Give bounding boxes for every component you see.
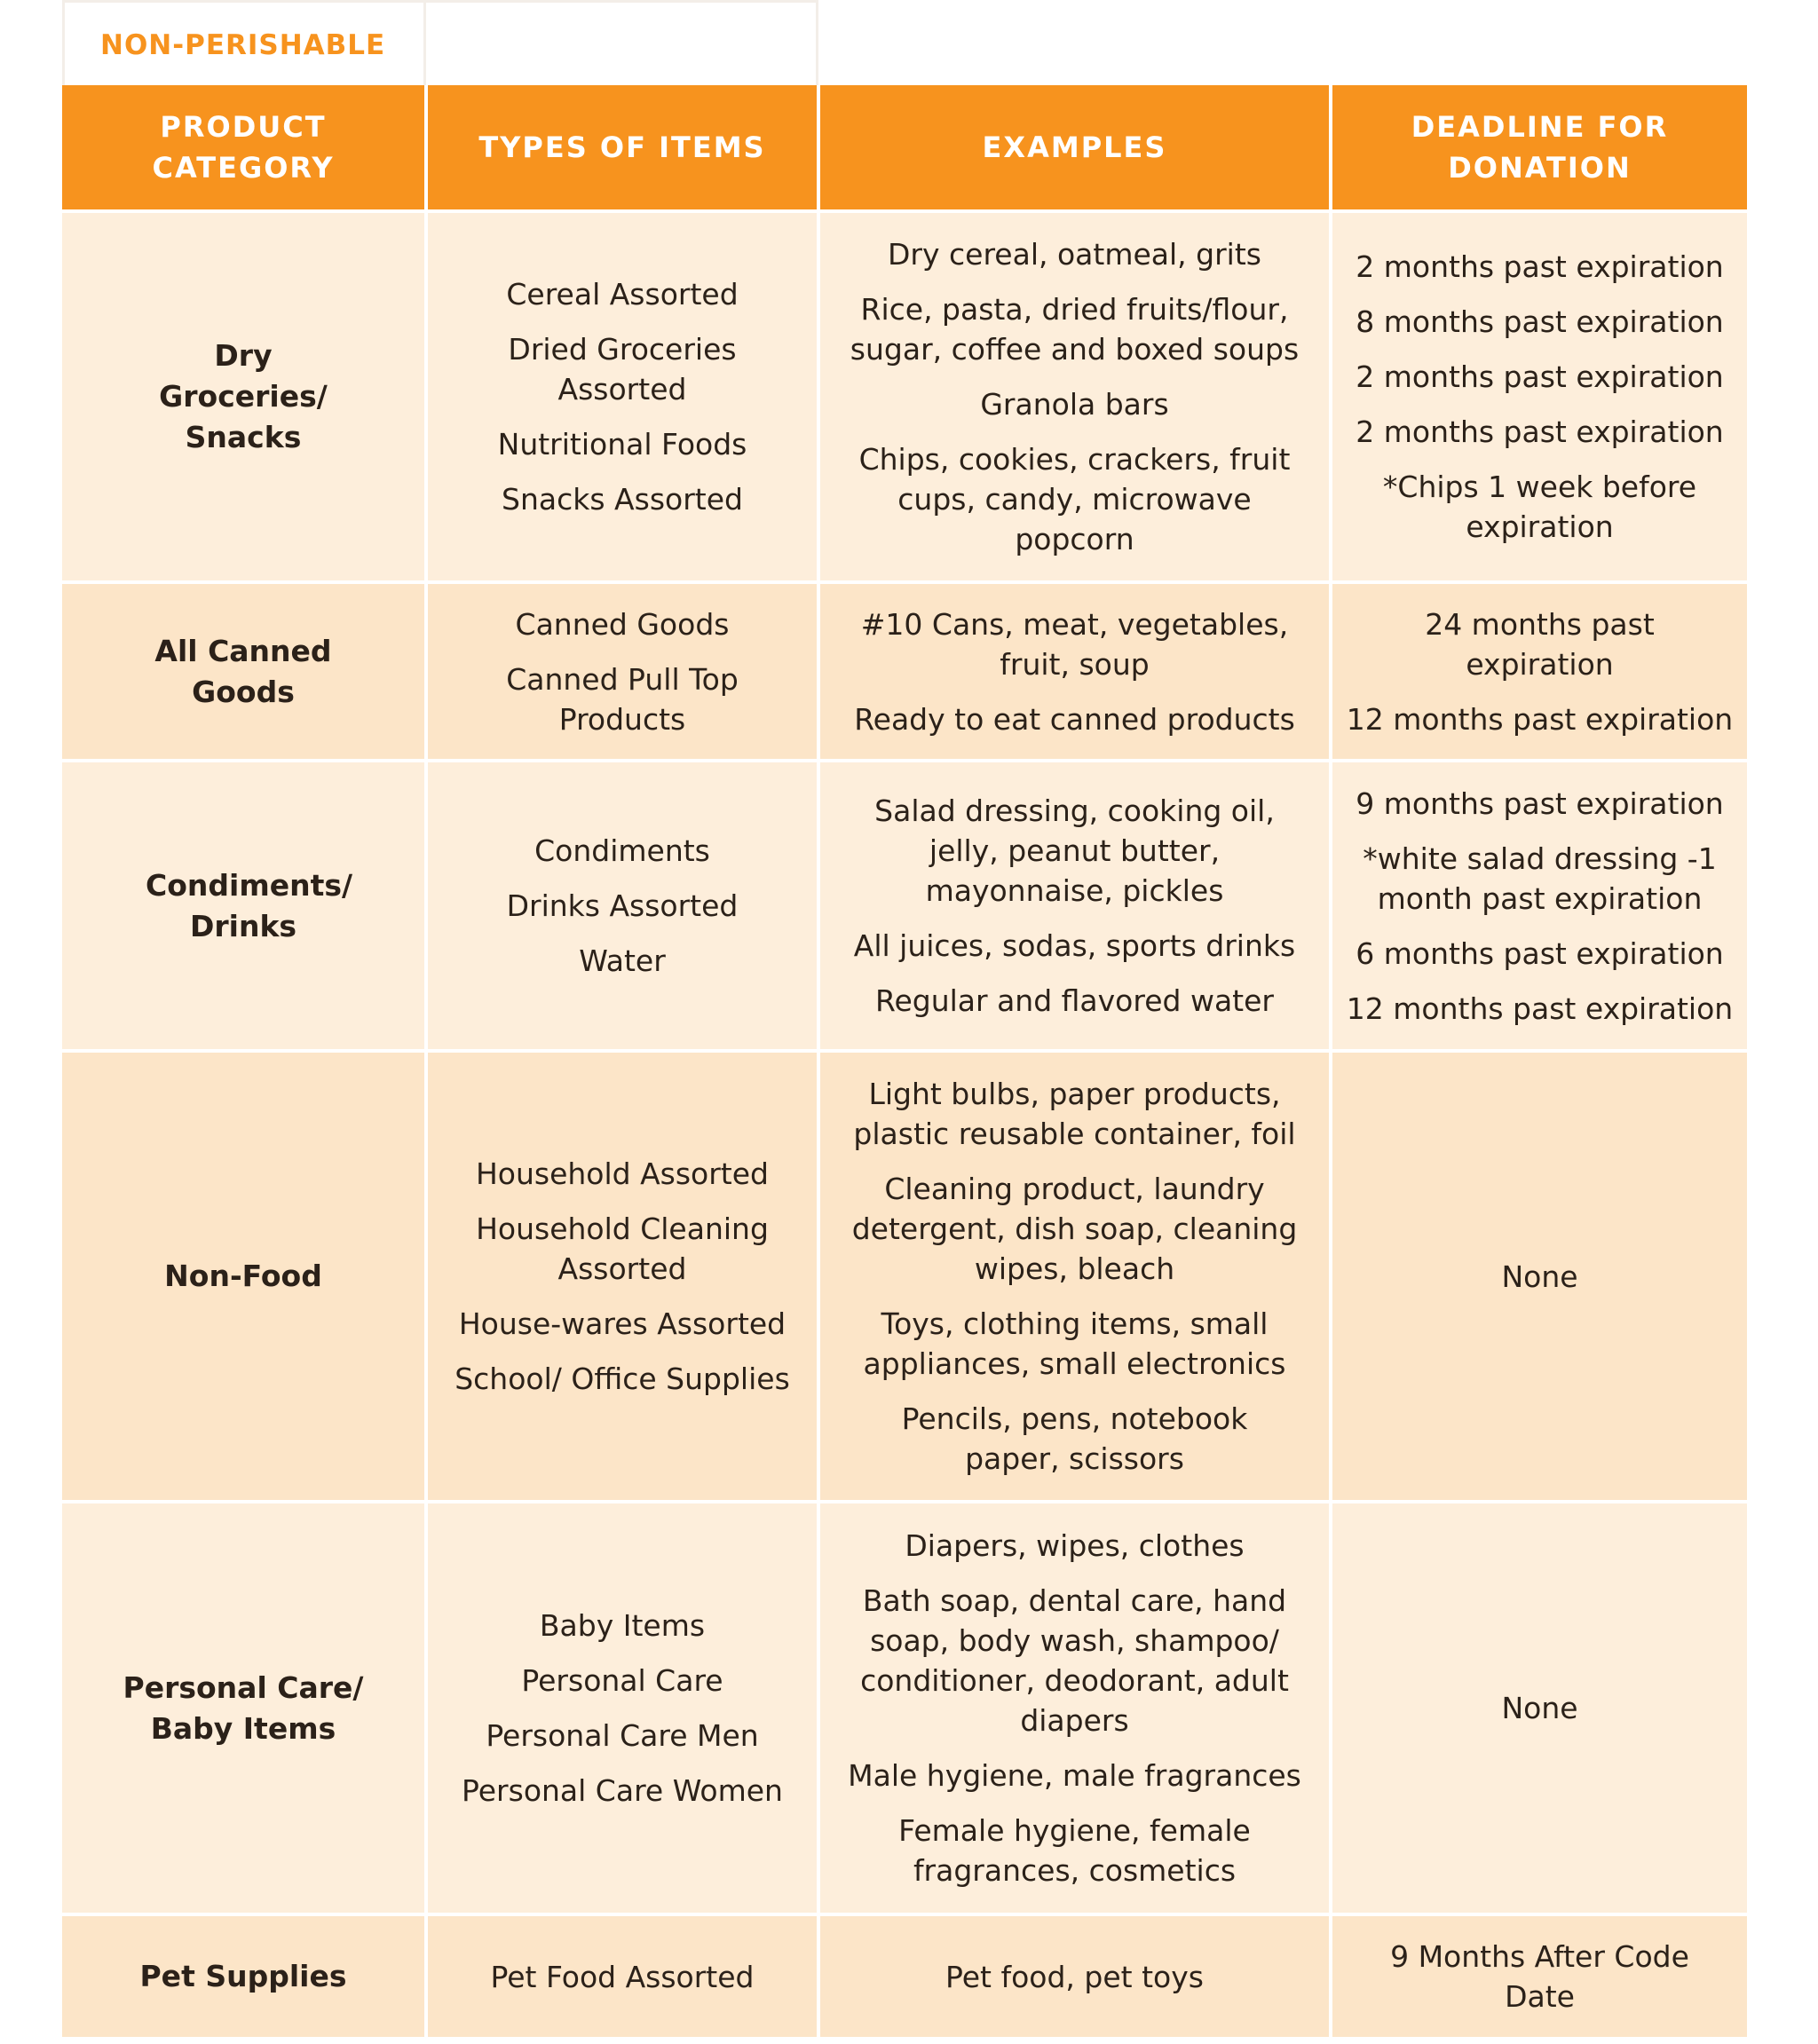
section-label-cell xyxy=(62,0,426,85)
table-row xyxy=(62,761,1747,1051)
type-item: Personal Care Women xyxy=(462,1773,783,1808)
type-item: Water xyxy=(579,943,666,978)
example-item: Ready to eat canned products xyxy=(854,701,1295,737)
types-cell xyxy=(426,761,818,1051)
type-item: Household Assorted xyxy=(475,1156,770,1191)
examples-cell xyxy=(818,211,1331,582)
deadline-cell xyxy=(1331,1914,1747,2037)
category-label: Condiments/ Drinks xyxy=(146,867,353,943)
type-item: Cereal Assorted xyxy=(506,277,739,312)
example-item: All juices, sodas, sports drinks xyxy=(853,928,1296,963)
examples-cell xyxy=(818,1051,1331,1502)
deadline-item: 2 months past expiration xyxy=(1356,249,1724,284)
category-cell xyxy=(62,1502,426,1914)
table-row xyxy=(62,1502,1747,1914)
table-row xyxy=(62,1914,1747,2037)
deadline-cell xyxy=(1331,761,1747,1051)
deadline-item: *white salad dressing -1 month past expiration xyxy=(1363,840,1717,916)
types-cell xyxy=(426,211,818,582)
example-item: Rice, pasta, dried fruits/flour, sugar, coffee and boxed soups xyxy=(850,292,1300,367)
type-item: Nutritional Foods xyxy=(497,427,747,462)
section-label: NON-PERISHABLE xyxy=(100,29,386,61)
example-item: #10 Cans, meat, vegetables, fruit, soup xyxy=(860,606,1289,682)
table-header-row xyxy=(62,85,1747,211)
example-item: Salad dressing, cooking oil, jelly, peanut butter, mayonnaise, pickles xyxy=(874,793,1275,908)
type-item: Canned Pull Top Products xyxy=(506,661,739,737)
types-cell xyxy=(426,582,818,761)
category-label: Personal Care/ Baby Items xyxy=(123,1669,364,1746)
type-item: Personal Care Men xyxy=(486,1718,759,1753)
example-item: Chips, cookies, crackers, fruit cups, candy, microwave popcorn xyxy=(858,442,1291,556)
type-item: Baby Items xyxy=(539,1608,706,1643)
example-item: Bath soap, dental care, hand soap, body wash, shampoo/ conditioner, deodorant, adult diapers xyxy=(860,1583,1289,1738)
example-item: Female hygiene, female fragrances, cosmetics xyxy=(898,1813,1251,1888)
type-item: House-wares Assorted xyxy=(458,1306,786,1341)
deadline-item: 12 months past expiration xyxy=(1346,701,1734,737)
category-cell xyxy=(62,1914,426,2037)
donation-guidelines-sheet xyxy=(62,0,1747,2037)
example-item: Regular and flavored water xyxy=(875,983,1274,1018)
type-item: Canned Goods xyxy=(515,606,730,642)
example-item: Diapers, wipes, clothes xyxy=(905,1528,1245,1563)
deadline-cell xyxy=(1331,211,1747,582)
deadline-item: 12 months past expiration xyxy=(1346,990,1734,1026)
deadline-item: 9 months past expiration xyxy=(1356,785,1724,821)
deadline-item: 6 months past expiration xyxy=(1356,935,1724,971)
table-row xyxy=(62,582,1747,761)
example-item: Pencils, pens, notebook paper, scissors xyxy=(901,1401,1248,1476)
example-item: Male hygiene, male fragrances xyxy=(848,1758,1301,1793)
deadline-item: 8 months past expiration xyxy=(1356,304,1724,339)
donation-table xyxy=(62,85,1747,2037)
example-item: Dry cereal, oatmeal, grits xyxy=(888,237,1261,272)
category-label: All Canned Goods xyxy=(154,633,332,709)
deadline-cell xyxy=(1331,1051,1747,1502)
deadline-item: None xyxy=(1501,1691,1578,1725)
type-item: Dried Groceries Assorted xyxy=(508,332,737,406)
header-examples: EXAMPLES xyxy=(818,85,1331,211)
type-item: School/ Office Supplies xyxy=(454,1361,790,1396)
deadline-item: 9 Months After Code Date xyxy=(1390,1939,1689,2014)
category-cell xyxy=(62,1051,426,1502)
deadline-cell xyxy=(1331,582,1747,761)
deadline-item: 2 months past expiration xyxy=(1356,359,1724,394)
types-cell xyxy=(426,1502,818,1914)
table-row xyxy=(62,211,1747,582)
section-blank-cell xyxy=(426,0,818,85)
examples-cell xyxy=(818,761,1331,1051)
deadline-item: None xyxy=(1501,1259,1578,1294)
type-item: Snacks Assorted xyxy=(502,482,743,517)
type-item: Household Cleaning Assorted xyxy=(476,1211,769,1286)
example-item: Cleaning product, laundry detergent, dish soap, cleaning wipes, bleach xyxy=(851,1172,1298,1286)
category-label: Pet Supplies xyxy=(139,1959,347,1993)
header-product-category: PRODUCT CATEGORY xyxy=(62,85,426,211)
example-item: Granola bars xyxy=(980,387,1169,422)
types-cell xyxy=(426,1051,818,1502)
header-deadline: DEADLINE FOR DONATION xyxy=(1331,85,1747,211)
examples-cell xyxy=(818,1914,1331,2037)
example-item: Toys, clothing items, small appliances, small electronics xyxy=(863,1306,1286,1381)
section-header-row xyxy=(62,0,1747,85)
deadline-item: 2 months past expiration xyxy=(1356,414,1724,449)
examples-cell xyxy=(818,582,1331,761)
type-item: Pet Food Assorted xyxy=(490,1959,755,1994)
example-item: Pet food, pet toys xyxy=(945,1959,1204,1994)
table-row xyxy=(62,1051,1747,1502)
category-label: Non-Food xyxy=(164,1259,322,1293)
deadline-item: *Chips 1 week before expiration xyxy=(1382,470,1697,544)
examples-cell xyxy=(818,1502,1331,1914)
category-cell xyxy=(62,761,426,1051)
example-item: Light bulbs, paper products, plastic reusable container, foil xyxy=(853,1077,1296,1151)
type-item: Personal Care xyxy=(521,1663,723,1698)
category-cell xyxy=(62,211,426,582)
deadline-cell xyxy=(1331,1502,1747,1914)
deadline-item: 24 months past expiration xyxy=(1425,606,1655,682)
type-item: Condiments xyxy=(534,833,710,868)
type-item: Drinks Assorted xyxy=(506,888,739,923)
category-label: Dry Groceries/ Snacks xyxy=(159,338,328,454)
category-cell xyxy=(62,582,426,761)
header-types-of-items: TYPES OF ITEMS xyxy=(426,85,818,211)
types-cell xyxy=(426,1914,818,2037)
